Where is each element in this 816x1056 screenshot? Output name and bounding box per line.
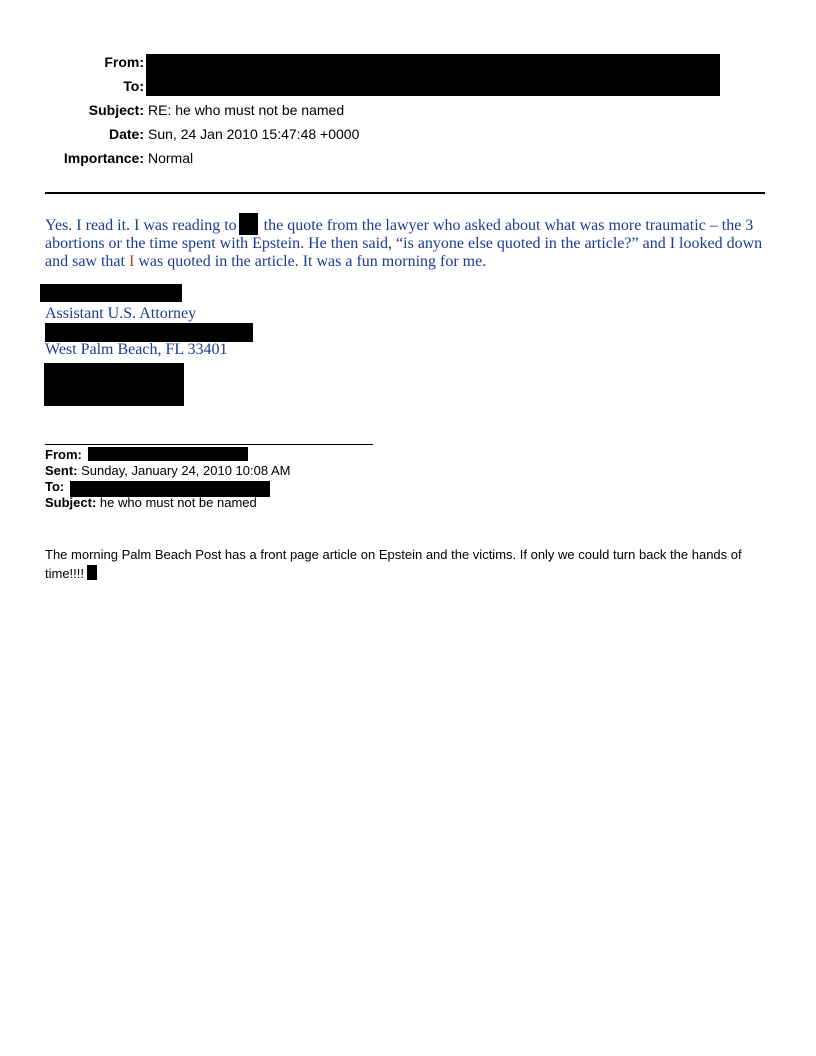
importance-label: Importance: [63, 150, 144, 166]
redaction-fwd-from [88, 447, 248, 461]
original-body-text: The morning Palm Beach Post has a front page article on Epstein and the victims. If only we could turn back the hands of time!!!! [45, 547, 742, 581]
inline-redaction [239, 213, 258, 235]
fwd-sent-row [45, 463, 290, 478]
subject-label: Subject: [88, 102, 144, 118]
redaction-signature-address [45, 323, 253, 342]
fwd-to-label: To: [45, 479, 65, 494]
date-label: Date: [108, 126, 144, 142]
forward-divider [45, 444, 373, 445]
reply-text-part1: Yes. I read it. I was reading to [45, 217, 237, 234]
redaction-signature-contact [44, 363, 184, 406]
signature-title: Assistant U.S. Attorney [45, 305, 197, 322]
from-label: From: [104, 54, 144, 70]
fwd-subject-value: he who must not be named [99, 495, 257, 510]
reply-highlight: I [128, 253, 135, 270]
redaction-body-end [87, 565, 97, 580]
fwd-sent-label: Sent: [45, 463, 78, 478]
fwd-to-row [45, 479, 64, 494]
fwd-from-label: From: [45, 447, 82, 462]
fwd-subject-label: Subject: [45, 495, 97, 510]
fwd-sent-value: Sunday, January 24, 2010 10:08 AM [81, 463, 291, 478]
fwd-from-row [45, 447, 82, 462]
redaction-from-to [146, 54, 720, 96]
to-label: To: [123, 78, 144, 94]
header-divider [45, 192, 765, 194]
date-value: Sun, 24 Jan 2010 15:47:48 +0000 [148, 126, 360, 142]
redaction-signature-name [40, 284, 182, 302]
reply-text-part3: was quoted in the article. It was a fun morning for me. [134, 253, 487, 270]
original-body [45, 545, 780, 583]
fwd-subject-row [45, 495, 257, 510]
importance-value: Normal [148, 150, 194, 166]
reply-text-part2: the quote from the lawyer who asked about what was more traumatic – the 3 abortions or the time spent with Epstein. He then said, “is anyone else quoted in the article?” and I looked down and saw that [45, 217, 763, 270]
signature-city: West Palm Beach, FL 33401 [45, 341, 228, 358]
subject-value: RE: he who must not be named [148, 102, 345, 118]
reply-body [45, 213, 775, 271]
